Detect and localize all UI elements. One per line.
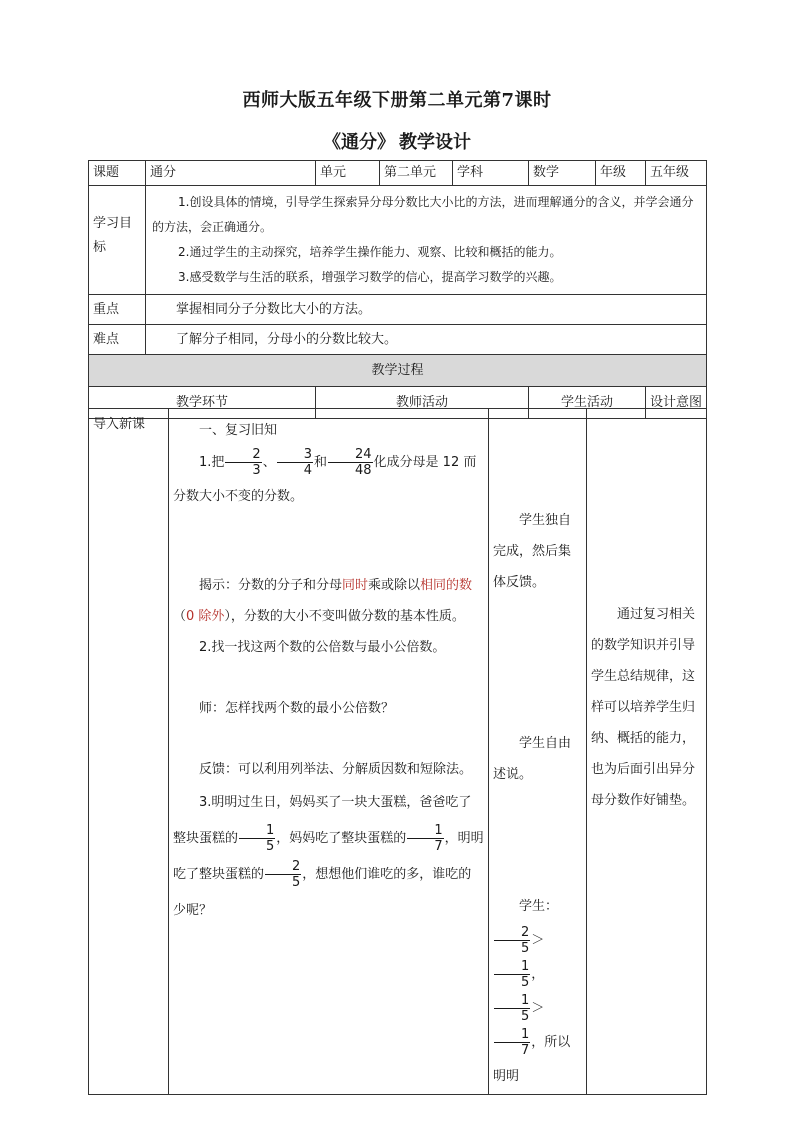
feedback-methods: 反馈：可以利用列举法、分解质因数和短除法。 bbox=[199, 762, 473, 777]
key-point-label: 重点 bbox=[89, 295, 146, 325]
goals-row bbox=[89, 186, 707, 295]
process-header-row bbox=[89, 355, 707, 387]
goal-item-1: 1.创设具体的情境，引导学生探索异分母分数比大小比的方法，进而理解通分的含义，并学会通分的方法，会正确通分。 bbox=[152, 195, 694, 234]
question-2: 2.找一找这两个数的公倍数与最小公倍数。 bbox=[199, 640, 446, 655]
design-intent-text: 通过复习相关的数学知识并引导学生总结规律，这样可以培养学生归纳、概括的能力，也为后面引出异分母分数作好铺垫。 bbox=[591, 607, 696, 808]
subject-label: 学科 bbox=[453, 161, 529, 186]
student-activity bbox=[489, 409, 587, 1095]
student-fraction-1-5-b: $\frac{1}{5}$ bbox=[494, 993, 530, 1024]
subtitle-topic: 《通分》 bbox=[323, 132, 395, 153]
document-subtitle bbox=[0, 128, 794, 154]
subtitle-design: 教学设计 bbox=[399, 132, 471, 153]
difficulty-row bbox=[89, 325, 707, 355]
fraction-1-7: $\frac{1}{7}$ bbox=[407, 823, 443, 854]
col-teacher: 教师活动 bbox=[316, 387, 529, 419]
difficulty-value: 了解分子相同，分母小的分数比较大。 bbox=[146, 325, 707, 355]
unit-value: 第二单元 bbox=[380, 161, 453, 186]
fraction-1-5: $\frac{1}{5}$ bbox=[239, 823, 275, 854]
question-1: 1.把 $\frac{2}{3}$ 、 $\frac{3}{4}$ 和 $\frac{24}{48}$ 化成分母是 12 而分数大小不变的分数。 bbox=[173, 447, 477, 504]
topic-value: 通分 bbox=[146, 161, 316, 186]
student-activity-3: 学生： $\frac{2}{5}$ ＞ $\frac{1}{5}$ ， $\frac{1}{5}$ ＞ $\frac{1}{7}$ ，所以明明 bbox=[493, 899, 571, 1084]
key-point-value: 掌握相同分子分数比大小的方法。 bbox=[146, 295, 707, 325]
grade-label: 年级 bbox=[596, 161, 646, 186]
fraction-3-4: $\frac{3}{4}$ bbox=[277, 447, 313, 478]
review-heading: 一、复习旧知 bbox=[199, 423, 278, 438]
process-header: 教学过程 bbox=[89, 355, 707, 387]
stage-name: 导入新课 bbox=[89, 409, 169, 1095]
topic-label: 课题 bbox=[89, 161, 146, 186]
student-fraction-1-5-a: $\frac{1}{5}$ bbox=[494, 959, 530, 990]
grade-value: 五年级 bbox=[646, 161, 707, 186]
student-fraction-2-5: $\frac{2}{5}$ bbox=[494, 925, 530, 956]
teacher-question: 师：怎样找两个数的最小公倍数？ bbox=[199, 701, 395, 716]
student-fraction-1-7: $\frac{1}{7}$ bbox=[494, 1027, 530, 1058]
lesson-plan-table bbox=[88, 160, 707, 419]
col-student: 学生活动 bbox=[529, 387, 646, 419]
goal-item-3: 3.感受数学与生活的联系，增强学习数学的信心，提高学习数学的兴趣。 bbox=[178, 270, 562, 284]
student-activity-1: 学生独自完成，然后集体反馈。 bbox=[493, 513, 572, 590]
fraction-2-3: $\frac{2}{3}$ bbox=[225, 447, 261, 478]
document-title: 西师大版五年级下册第二单元第7课时 bbox=[242, 90, 552, 111]
difficulty-label: 难点 bbox=[89, 325, 146, 355]
teacher-activity bbox=[169, 409, 489, 1095]
stage-row-intro bbox=[89, 409, 707, 1095]
question-3-cake: 3.明明过生日，妈妈买了一块大蛋糕，爸爸吃了整块蛋糕的 $\frac{1}{5}$ ，妈妈吃了整块蛋糕的 $\frac{1}{7}$ ，明明吃了整块蛋糕的 $\frac{2}{5}$ ，想想他们谁吃的多，谁吃的少呢？ bbox=[173, 795, 484, 918]
design-intent bbox=[587, 409, 707, 1095]
col-stage: 教学环节 bbox=[89, 387, 316, 419]
process-body-table bbox=[88, 408, 707, 1095]
col-intent: 设计意图 bbox=[646, 387, 707, 419]
unit-label: 单元 bbox=[316, 161, 380, 186]
student-activity-2: 学生自由述说。 bbox=[493, 736, 572, 782]
info-row bbox=[89, 161, 707, 186]
key-point-row bbox=[89, 295, 707, 325]
fraction-24-48: $\frac{24}{48}$ bbox=[328, 447, 373, 478]
subject-value: 数学 bbox=[529, 161, 596, 186]
goals-label: 学习目标 bbox=[89, 186, 146, 295]
goal-item-2: 2.通过学生的主动探究，培养学生操作能力、观察、比较和概括的能力。 bbox=[178, 245, 562, 259]
basic-property-reveal: 揭示：分数的分子和分母同时乘或除以相同的数（0 除外），分数的大小不变叫做分数的基本性质。 bbox=[173, 578, 473, 624]
fraction-2-5: $\frac{2}{5}$ bbox=[265, 859, 301, 890]
